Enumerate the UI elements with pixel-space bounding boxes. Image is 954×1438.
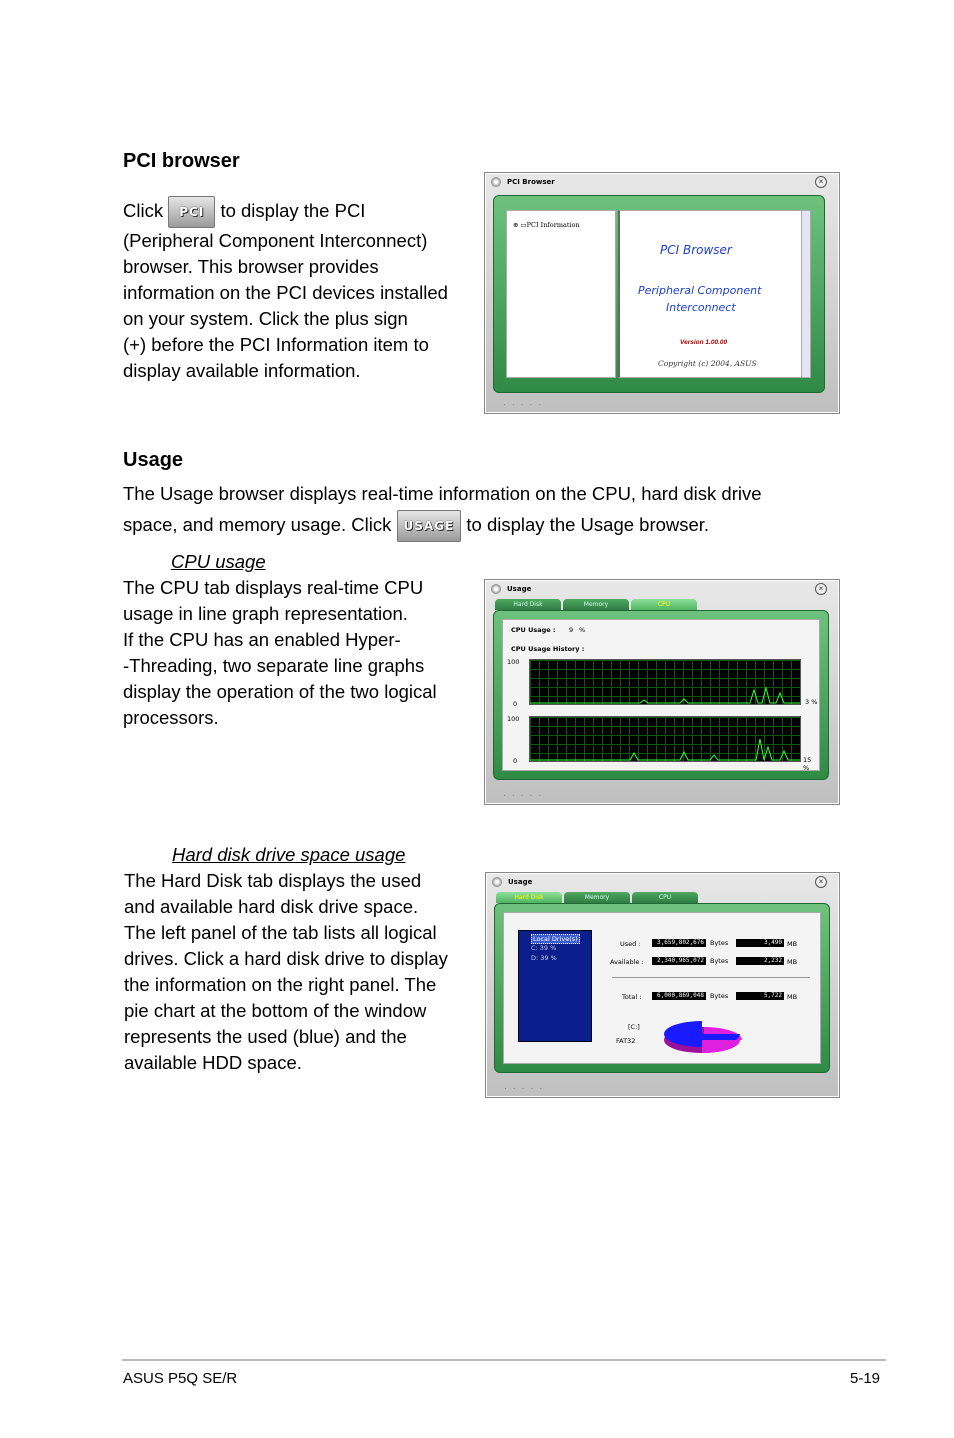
cpu-line: usage in line graph representation. bbox=[123, 603, 408, 624]
graph2-value: 15 % bbox=[803, 756, 812, 772]
page-number: 5-19 bbox=[850, 1370, 881, 1387]
cpu-paragraph bbox=[123, 549, 468, 731]
avail-bytes-unit: Bytes bbox=[710, 957, 729, 965]
cpu-graph-1-line bbox=[530, 660, 800, 704]
hdd-usage-window bbox=[485, 872, 840, 1098]
tree-panel bbox=[506, 210, 616, 378]
cpu-usage-window bbox=[484, 579, 840, 805]
tab-memory[interactable]: Memory bbox=[564, 892, 630, 903]
avail-mb-unit: MB bbox=[787, 958, 798, 966]
graph1-top-label: 100 bbox=[507, 658, 520, 666]
pci-line: browser. This browser provides bbox=[123, 256, 379, 277]
grip-dots: · · · · · bbox=[503, 400, 544, 409]
window-title: Usage bbox=[507, 585, 532, 593]
total-label: Total : bbox=[622, 993, 642, 1001]
hdd-line: The left panel of the tab lists all logical bbox=[124, 922, 437, 943]
cpu-usage-unit: % bbox=[579, 626, 586, 634]
cpu-panel bbox=[502, 619, 820, 771]
tree-drive-c[interactable]: C: 39 % bbox=[531, 944, 557, 952]
used-bytes-unit: Bytes bbox=[710, 939, 729, 947]
divider bbox=[612, 977, 810, 978]
cpu-line: display the operation of the two logical bbox=[123, 681, 437, 702]
hdd-caption: Hard disk drive space usage bbox=[172, 844, 406, 865]
splash-line1: Peripheral Component bbox=[638, 284, 762, 297]
pci-line: (Peripheral Component Interconnect) bbox=[123, 230, 428, 251]
usage-heading: Usage bbox=[123, 449, 184, 471]
tree-drive-d[interactable]: D: 39 % bbox=[531, 954, 557, 962]
avail-bytes: 2,340,965,072 bbox=[652, 957, 706, 965]
usage-line2a: space, and memory usage. Click bbox=[123, 513, 392, 535]
hdd-line: the information on the right panel. The bbox=[124, 974, 437, 995]
filesystem: FAT32 bbox=[616, 1037, 636, 1045]
version-text: Version 1.00.00 bbox=[680, 339, 728, 346]
pci-line: display available information. bbox=[123, 360, 361, 381]
drive-tree bbox=[518, 930, 592, 1042]
cpu-caption: CPU usage bbox=[171, 551, 266, 572]
total-bytes-unit: Bytes bbox=[710, 992, 729, 1000]
splash-line2: Interconnect bbox=[666, 301, 736, 314]
total-mb-unit: MB bbox=[787, 993, 798, 1001]
usage-pie-chart bbox=[662, 1016, 744, 1056]
tab-cpu[interactable]: CPU bbox=[632, 892, 698, 903]
close-icon[interactable]: × bbox=[815, 583, 827, 595]
pci-click-text: Click bbox=[123, 199, 164, 221]
usage-line2b: to display the Usage browser. bbox=[466, 513, 710, 535]
pci-line: on your system. Click the plus sign bbox=[123, 308, 408, 329]
pci-rest-text: to display the PCI bbox=[220, 199, 366, 221]
tab-hard-disk[interactable]: Hard Disk bbox=[495, 599, 561, 610]
avail-mb: 2,232 bbox=[736, 957, 784, 965]
grip-dots: · · · · · bbox=[504, 1084, 545, 1093]
splash-panel bbox=[618, 210, 811, 378]
usage-line1: The Usage browser displays real-time information on the CPU, hard disk drive bbox=[123, 483, 762, 504]
hdd-line: The Hard Disk tab displays the used bbox=[124, 870, 422, 891]
hdd-line: represents the used (blue) and the bbox=[124, 1026, 407, 1047]
tab-hard-disk[interactable]: Hard Disk bbox=[496, 892, 562, 903]
copyright-text: Copyright (c) 2004, ASUS bbox=[658, 359, 757, 368]
asus-logo-icon bbox=[492, 877, 502, 887]
cpu-line: The CPU tab displays real-time CPU bbox=[123, 577, 424, 598]
window-frame bbox=[493, 610, 829, 780]
cpu-usage-value: 9 bbox=[569, 626, 574, 634]
pci-line: (+) before the PCI Information item to bbox=[123, 334, 429, 355]
window-frame bbox=[494, 903, 830, 1073]
asus-logo-icon bbox=[491, 177, 501, 187]
footer-left: ASUS P5Q SE/R bbox=[123, 1370, 238, 1387]
graph2-top-label: 100 bbox=[507, 715, 520, 723]
footer-divider bbox=[122, 1359, 886, 1361]
used-bytes: 3,659,802,676 bbox=[652, 939, 706, 947]
cpu-usage-label: CPU Usage : bbox=[511, 626, 556, 634]
splash-title: PCI Browser bbox=[660, 243, 732, 257]
hdd-panel bbox=[503, 912, 821, 1064]
usage-button-image: USAGE bbox=[397, 510, 462, 542]
total-bytes: 6,000,869,048 bbox=[652, 992, 706, 1000]
hdd-line: pie chart at the bottom of the window bbox=[124, 1000, 427, 1021]
close-icon[interactable]: × bbox=[815, 876, 827, 888]
pci-button-image: PCI bbox=[168, 196, 215, 228]
used-label: Used : bbox=[620, 940, 641, 948]
asus-logo-icon bbox=[491, 584, 501, 594]
tab-memory[interactable]: Memory bbox=[563, 599, 629, 610]
pci-paragraph bbox=[123, 196, 473, 384]
cpu-graph-1 bbox=[529, 659, 801, 705]
grip-dots: · · · · · bbox=[503, 791, 544, 800]
cpu-history-label: CPU Usage History : bbox=[511, 645, 585, 653]
tree-item-pci-information[interactable]: ⊕ ▭PCI Information bbox=[513, 221, 580, 229]
scrollbar[interactable] bbox=[801, 211, 810, 377]
hdd-line: available HDD space. bbox=[124, 1052, 302, 1073]
hdd-line: drives. Click a hard disk drive to display bbox=[124, 948, 448, 969]
pci-browser-window bbox=[484, 172, 840, 414]
graph1-value: 3 % bbox=[805, 698, 818, 706]
hdd-paragraph bbox=[124, 842, 469, 1076]
cpu-line: -Threading, two separate line graphs bbox=[123, 655, 425, 676]
total-mb: 5,722 bbox=[736, 992, 784, 1000]
drive-letter: [C:] bbox=[628, 1023, 640, 1031]
usage-paragraph bbox=[123, 481, 843, 542]
window-title: PCI Browser bbox=[507, 178, 555, 186]
used-mb: 3,490 bbox=[736, 939, 784, 947]
tab-cpu[interactable]: CPU bbox=[631, 599, 697, 610]
used-mb-unit: MB bbox=[787, 940, 798, 948]
cpu-graph-2-line bbox=[530, 717, 800, 761]
avail-label: Available : bbox=[610, 958, 644, 966]
pci-line: information on the PCI devices installed bbox=[123, 282, 448, 303]
hdd-line: and available hard disk drive space. bbox=[124, 896, 419, 917]
close-icon[interactable]: × bbox=[815, 176, 827, 188]
cpu-line: processors. bbox=[123, 707, 219, 728]
tree-local-drives[interactable]: Local Drive(s) bbox=[533, 935, 578, 943]
cpu-line: If the CPU has an enabled Hyper- bbox=[123, 629, 401, 650]
pci-heading: PCI browser bbox=[123, 150, 240, 172]
cpu-graph-2 bbox=[529, 716, 801, 762]
graph1-bottom-label: 0 bbox=[513, 700, 518, 708]
graph2-bottom-label: 0 bbox=[513, 757, 518, 765]
window-frame bbox=[493, 195, 825, 393]
window-title: Usage bbox=[508, 878, 533, 886]
